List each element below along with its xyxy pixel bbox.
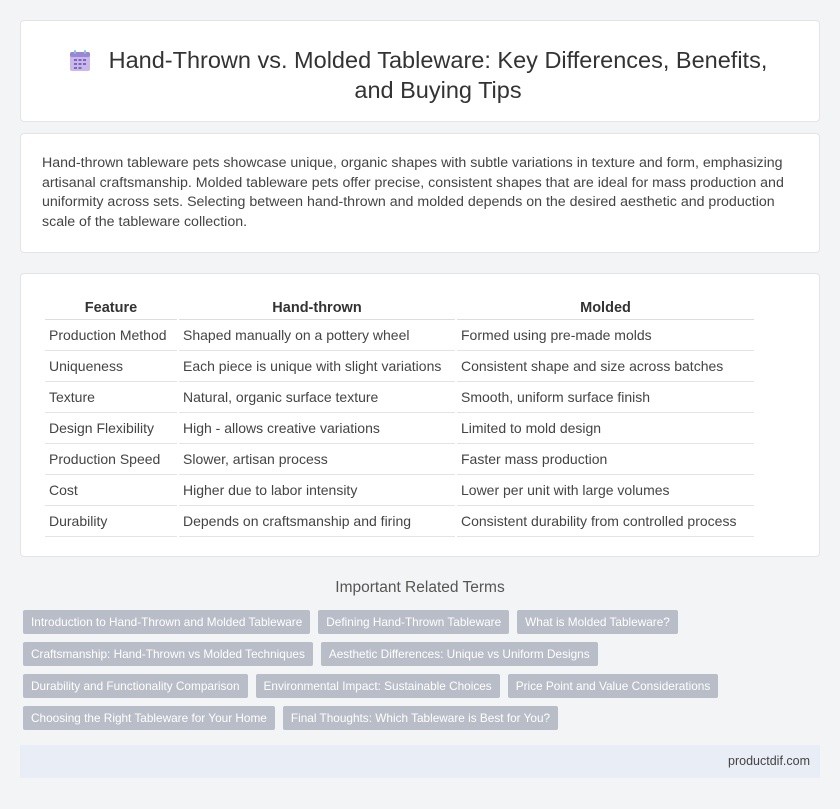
table-cell: Uniqueness: [45, 351, 177, 382]
related-term-tag[interactable]: Craftsmanship: Hand-Thrown vs Molded Techniques: [23, 642, 313, 666]
footer: [20, 745, 820, 778]
table-cell: High - allows creative variations: [179, 413, 455, 444]
calendar-icon: [68, 49, 92, 73]
table-cell: Production Method: [45, 320, 177, 351]
column-header-feature: Feature: [45, 296, 177, 320]
table-cell: Each piece is unique with slight variations: [179, 351, 455, 382]
table-cell: Lower per unit with large volumes: [457, 475, 754, 506]
table-cell: Consistent shape and size across batches: [457, 351, 754, 382]
related-term-tag[interactable]: Defining Hand-Thrown Tableware: [318, 610, 509, 634]
title-wrap: [21, 45, 819, 105]
related-term-tag[interactable]: Choosing the Right Tableware for Your Home: [23, 706, 275, 730]
column-header-hand-thrown: Hand-thrown: [179, 296, 455, 320]
table-cell: Limited to mold design: [457, 413, 754, 444]
comparison-table: [43, 296, 756, 537]
footer-site-link[interactable]: productdif.com: [728, 754, 810, 768]
tag-row: [23, 706, 783, 730]
column-header-molded: Molded: [457, 296, 754, 320]
table-row: [45, 506, 754, 537]
table-cell: Formed using pre-made molds: [457, 320, 754, 351]
tag-row: [23, 610, 783, 634]
table-row: [45, 382, 754, 413]
related-term-tag[interactable]: What is Molded Tableware?: [517, 610, 678, 634]
table-cell: Texture: [45, 382, 177, 413]
table-cell: Natural, organic surface texture: [179, 382, 455, 413]
tag-row: [23, 674, 783, 698]
table-row: [45, 475, 754, 506]
related-term-tag[interactable]: Environmental Impact: Sustainable Choices: [256, 674, 500, 698]
table-cell: Cost: [45, 475, 177, 506]
table-cell: Slower, artisan process: [179, 444, 455, 475]
related-term-tag[interactable]: Final Thoughts: Which Tableware is Best for You?: [283, 706, 558, 730]
table-cell: Consistent durability from controlled process: [457, 506, 754, 537]
comparison-table-card: [20, 273, 820, 557]
table-cell: Durability: [45, 506, 177, 537]
table-row: [45, 413, 754, 444]
related-term-tag[interactable]: Introduction to Hand-Thrown and Molded Tableware: [23, 610, 310, 634]
related-terms-tags: [23, 610, 783, 738]
table-cell: Production Speed: [45, 444, 177, 475]
table-cell: Shaped manually on a pottery wheel: [179, 320, 455, 351]
related-terms-title: Important Related Terms: [335, 579, 505, 596]
table-cell: Design Flexibility: [45, 413, 177, 444]
table-row: [45, 320, 754, 351]
table-row: [45, 351, 754, 382]
related-term-tag[interactable]: Durability and Functionality Comparison: [23, 674, 248, 698]
table-cell: Faster mass production: [457, 444, 754, 475]
related-term-tag[interactable]: Aesthetic Differences: Unique vs Uniform Designs: [321, 642, 598, 666]
related-term-tag[interactable]: Price Point and Value Considerations: [508, 674, 719, 698]
table-cell: Smooth, uniform surface finish: [457, 382, 754, 413]
summary-card: [20, 133, 820, 253]
table-header-row: [45, 296, 754, 320]
header-card: [20, 20, 820, 122]
page-title: Hand-Thrown vs. Molded Tableware: Key Differences, Benefits, and Buying Tips: [108, 47, 768, 103]
table-cell: Higher due to labor intensity: [179, 475, 455, 506]
table-row: [45, 444, 754, 475]
table-cell: Depends on craftsmanship and firing: [179, 506, 455, 537]
tag-row: [23, 642, 783, 666]
summary-text: Hand-thrown tableware pets showcase unique, organic shapes with subtle variations in texture and form, emphasizing artisanal craftsmanship. Molded tableware pets offer precise, consistent shapes that are ideal for mass production and uniformity across sets. Selecting between hand-thrown and molded depends on the desired aesthetic and production scale of the tableware collection.: [42, 155, 784, 230]
